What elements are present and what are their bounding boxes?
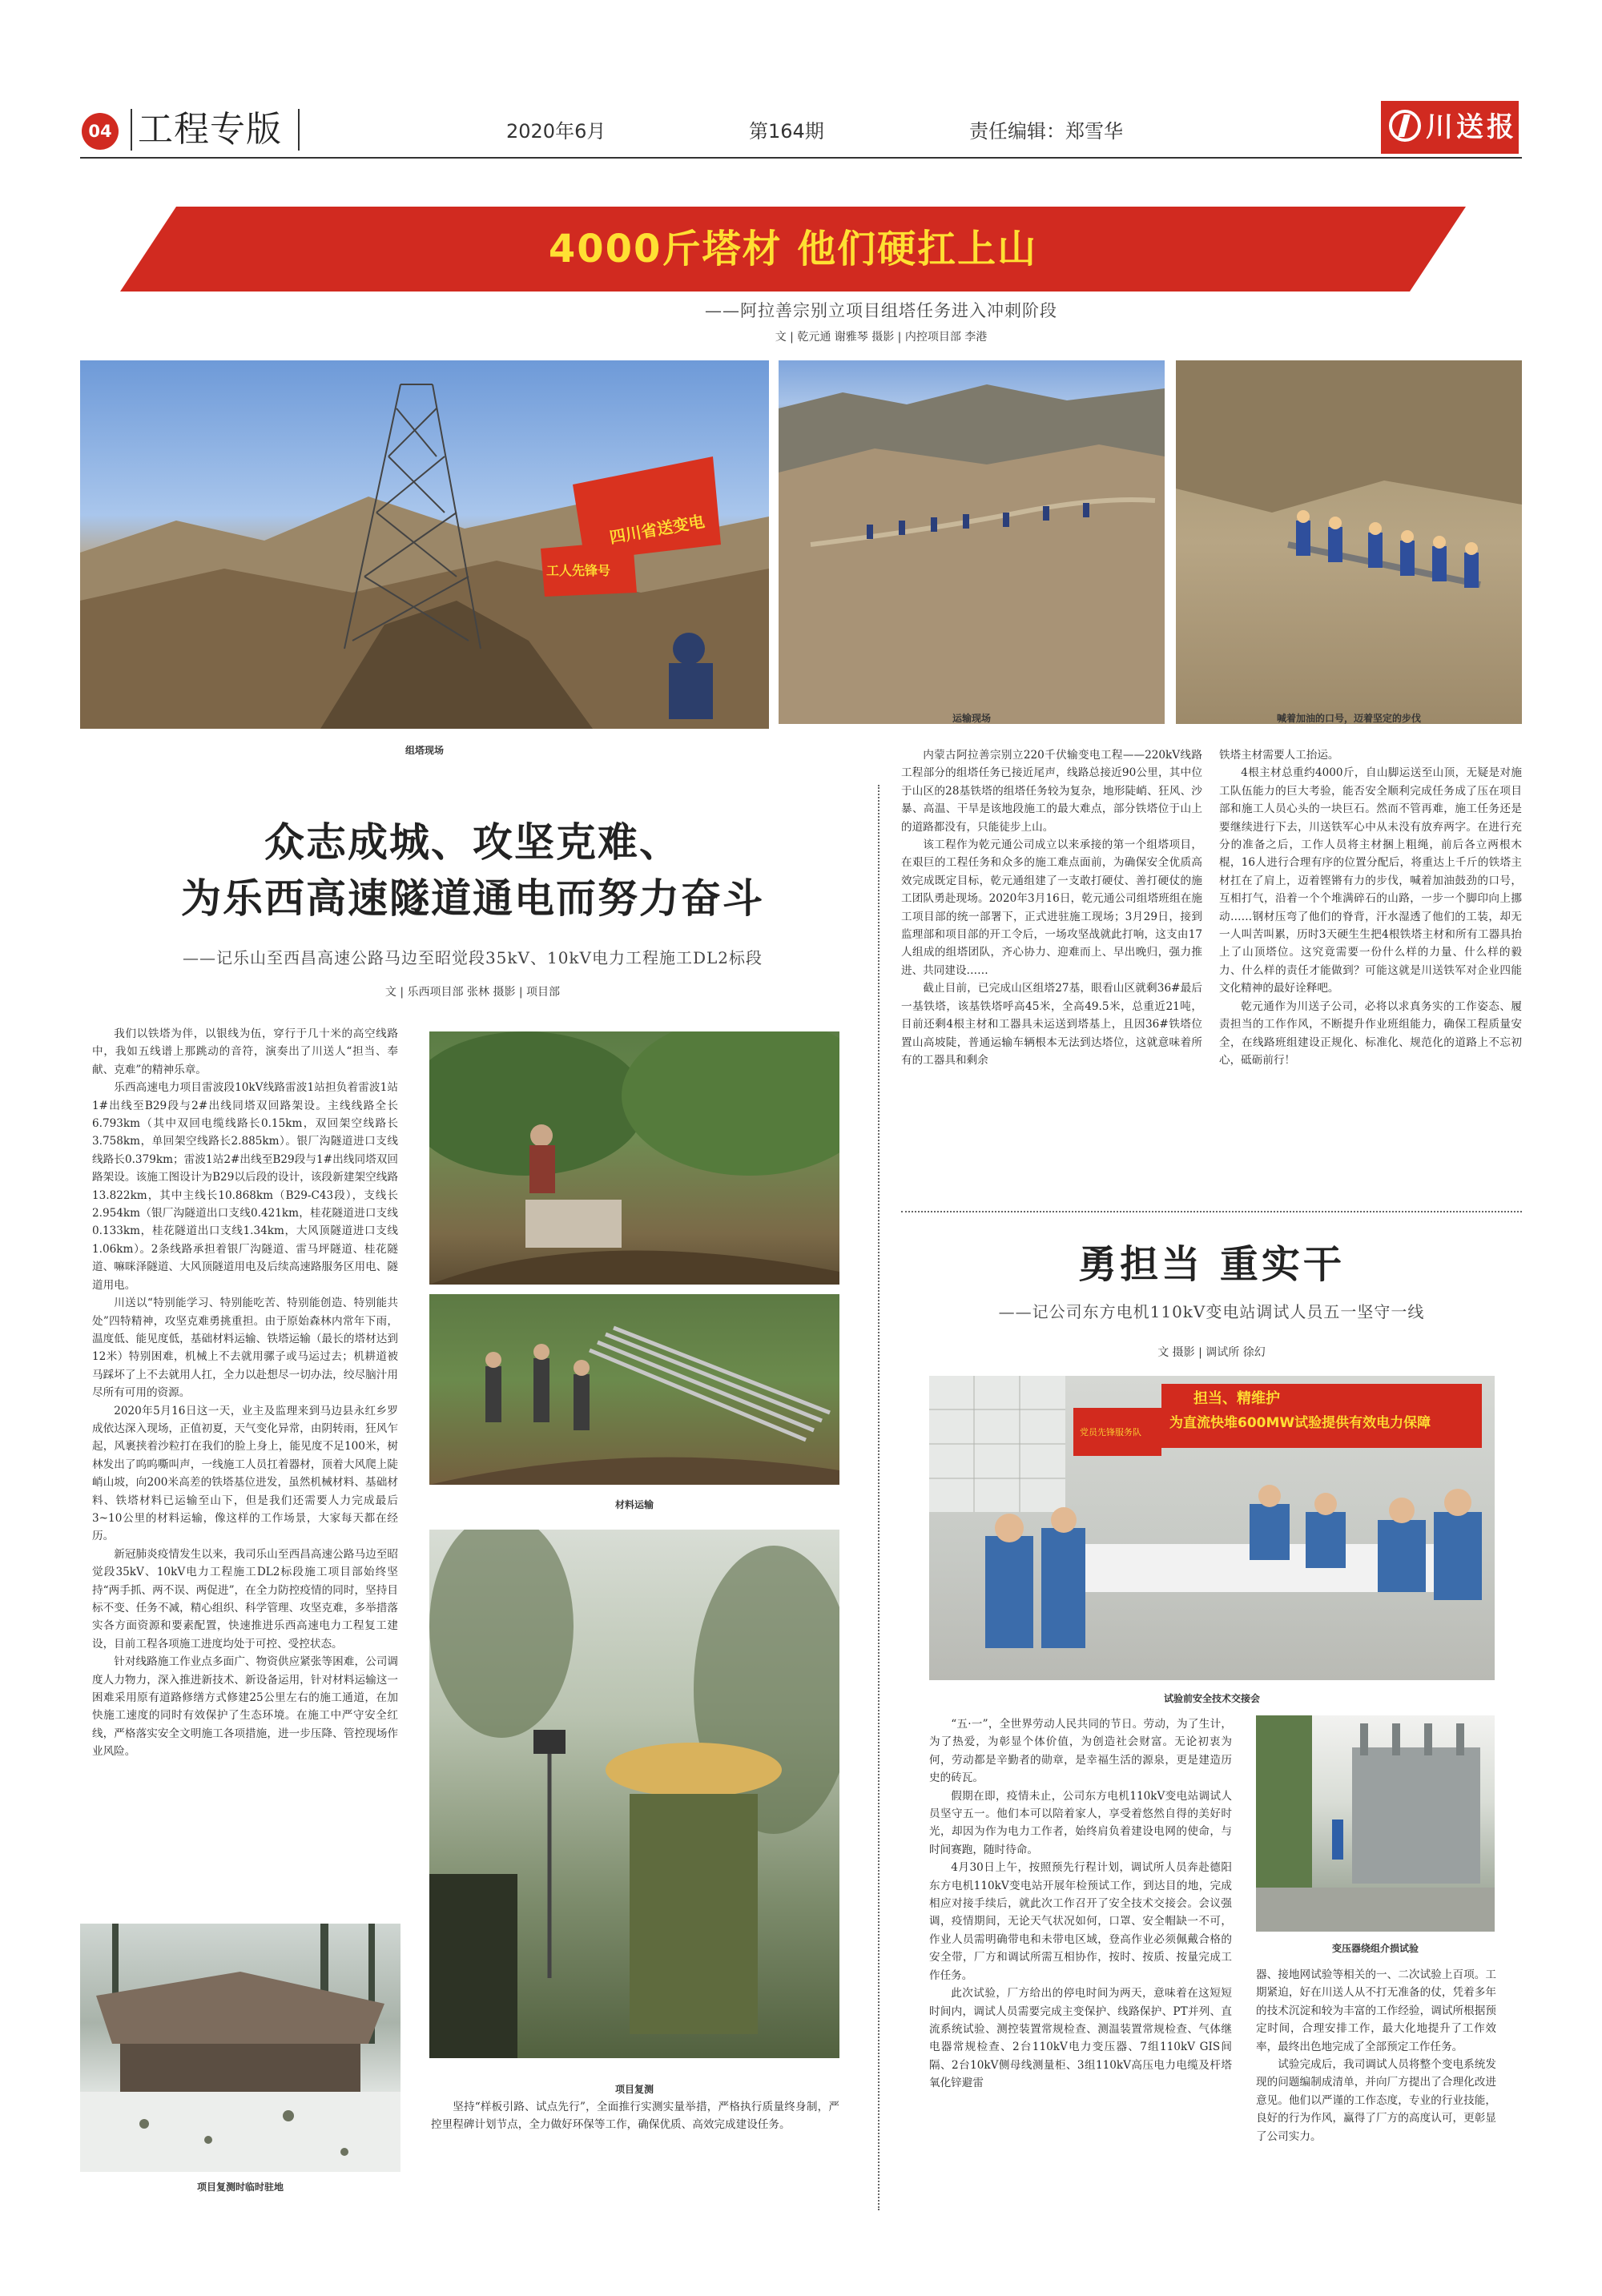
article2-title-line2: 为乐西高速隧道通电而努力奋斗 (181, 875, 764, 922)
page-number: 04 (88, 122, 112, 141)
worker-figure-icon (673, 633, 705, 665)
forest-scene-svg (429, 1031, 839, 1285)
steel-bundle-icon (590, 1328, 830, 1440)
column-divider (878, 785, 879, 2210)
tower-assembly-caption: 组塔现场 (405, 745, 444, 756)
survey-scene-svg (429, 1530, 839, 2058)
paragraph: 我们以铁塔为伴，以银线为伍，穿行于几十米的高空线路中，我如五线谱上那跳动的音符，演奏出了川送人“担当、奉献、克难”的精神乐章。 (92, 1027, 398, 1076)
paragraph: 假期在即，疫情未止，公司东方电机110kV变电站调试人员坚守五一。他们本可以陪着家人，享受着悠然自得的美好时光，却因为作为电力工作者，始终肩负着建设电网的使命，与时间赛跑，随时待命。 (929, 1789, 1232, 1856)
paragraph: 器、接地网试验等相关的一、二次试验上百项。工期紧迫，好在川送人从不打无准备的仗，凭着多年的技术沉淀和较为丰富的工作经验，调试所根据预定时间，合理安排工作，最大化地提升了工作效率，最终出色地完成了全部预定工作任务。 (1256, 1968, 1496, 2053)
article3-title: 勇担当 重实干 (1078, 1242, 1345, 1287)
article1-byline: 文 | 乾元通 谢雅琴 摄影 | 内控项目部 李港 (775, 331, 988, 344)
paragraph: 乾元通作为川送子公司，必将以求真务实的工作姿态、履责担当的工作作风，不断提升作业班组能力，确保工程质量安全，在线路班组建设正规化、标准化、规范化的道路上不忘初心，砥砺前行！ (1219, 999, 1522, 1067)
paragraph: “五·一”，全世界劳动人民共同的节日。劳动，为了生计，为了热爱，为彰显个体价值，为创造社会财富。无论初衷为何，劳动都是辛勤者的勋章，是幸福生活的源泉，更是建造历史的砖瓦。 (929, 1718, 1232, 1785)
article3-byline: 文 摄影 | 调试所 徐幻 (1157, 1346, 1266, 1359)
paragraph: 针对线路施工作业点多面广、物资供应紧张等困难，公司调度人力物力，深入推进新技术、新设备运用，针对材料运输这一困难采用原有道路修缮方式修建25公里左右的施工通道，在加快施工速度的同时有效保护了生态环境。在施工中严守安全红线，严格落实安全文明施工各项措施，进一步压降、管控现场作业风险。 (92, 1655, 398, 1759)
article1-subtitle: ——阿拉善宗别立项目组塔任务进入冲刺阶段 (705, 301, 1057, 320)
paragraph: 新冠肺炎疫情发生以来，我司乐山至西昌高速公路马边至昭觉段35kV、10kV电力工程施工DL2标段施工项目部始终坚持“两手抓、两不误、两促进”，在全力防控疫情的同时，坚持目标不变、任务不减，精心组织、科学管理、攻坚克难，多举措落实各方面资源和要素配置，快速推进乐西高速电力工程复工建设，目前工程各项施工进度均处于可控、受控状态。 (92, 1547, 398, 1651)
paragraph: 该工程作为乾元通公司成立以来承接的第一个组塔项目，在艰巨的工程任务和众多的施工难点面前，为确保安全优质高效完成既定目标，乾元通组建了一支敢打硬仗、善打硬仗的施工团队勇赴现场。2020年3月16日，乾元通公司组塔班组在施工项目部的统一部署下，正式进驻施工现场；3月29日，接到监理部和项目部的开工令后，一场攻坚战就此打响，这支由17人组成的组塔团队，齐心协力、迎难而上、早出晚归，强力推进、共同建设…… (901, 838, 1202, 977)
paragraph: 试验完成后，我司调试人员将整个变电系统发现的问题编制成清单，并向厂方提出了合理化改进意见。他们以严谨的工作态度，专业的行业技能，良好的行为作风，赢得了厂方的高度认可，更彰显了公司实力。 (1256, 2058, 1496, 2143)
article2-column-1 (92, 1025, 398, 1761)
paragraph: 4根主材总重约4000斤，自山脚运送至山顶，无疑是对施工队伍能力的巨大考验，能否安全顺利完成任务成了压在项目部和施工人员心头的一块巨石。然而不管再难，施工任务还是要继续进行下去，川送铁军心中从未没有放弃两字。在进行充分的准备之后，工作人员将主材捆上粗绳，前后各立两根木棍，16人进行合理有序的位置分配后，将重达上千斤的铁塔主材扛在了肩上，迈着铿锵有力的步伐，喊着加油鼓劲的口号，互相打气，沿着一个个堆满碎石的山路，一步一个脚印向上挪动……钢材压弯了他们的脊背，汗水湿透了他们的工装，却无一人叫苦叫累，历时3天硬生生把4根铁塔主材和所有工器具抬上了山顶塔位。这究竟需要一份什么样的力量、什么样的毅力、什么样的责任才能做到？可能这就是川送铁军对企业四能文化精神的最好诠释吧。 (1219, 766, 1522, 995)
article2-column-2 (431, 2098, 839, 2134)
paragraph: 此次试验，厂方给出的停电时间为两天，意味着在这短短时间内，调试人员需要完成主变保护、线路保护、PT并列、直流系统试验、测控装置常规检查、测温装置常规检查、气体继电器常规检查、2台110kV电力变压器、7组110kV GIS间隔、2台10kV侧母线测量柜、3组110kV高压电力电缆及杆塔氧化锌避雷 (929, 1987, 1232, 2090)
tower-scene-svg (80, 360, 769, 729)
flag-text: 四川省送变电 (608, 511, 706, 548)
straw-hat-icon (606, 1743, 782, 1797)
carrying-photo (1176, 360, 1522, 724)
section-title: 工程专版 (138, 109, 282, 150)
transformer-test-caption: 变压器绕组介损试验 (1331, 1943, 1419, 1954)
paragraph: 2020年5月16日这一天，业主及监理来到马边县永红乡罗成依达深入现场，正值初夏，天气变化异常，由阴转雨，狂风乍起，风裹挟着沙粒打在我们的脸上身上，能见度不足100米，树林发出了呜呜嘶叫声，一线施工人员扛着器材，顶着大风爬上陡峭山坡，向200米高差的铁塔基位进发，虽然机械材料、基础材料、铁塔材料已运输至山下，但是我们还需要人力完成最后3~10公里的材料运输，像这样的工作场景，大家每天都在经历。 (92, 1404, 398, 1543)
logo-text: 川送报 (1426, 111, 1517, 143)
material-transport-photo (429, 1294, 839, 1485)
article1-title: 4000斤塔材 他们硬扛上山 (548, 227, 1038, 271)
issue-number: 第164期 (749, 120, 824, 143)
survey-photo (429, 1530, 839, 2058)
steel-beam-icon (1288, 545, 1480, 585)
survey-caption: 项目复测 (614, 2084, 654, 2095)
article2-subtitle: ——记乐山至西昌高速公路马边至昭觉段35kV、10kV电力工程施工DL2标段 (182, 948, 763, 967)
section-divider-right (298, 109, 300, 151)
article1-column-2 (1219, 746, 1522, 1069)
transformer-icon (1352, 1747, 1480, 1884)
flag2-text: 工人先锋号 (546, 563, 611, 578)
article3-column-1 (929, 1715, 1232, 2093)
masthead-rule (80, 157, 1522, 159)
paragraph: 川送以“特别能学习、特别能吃苦、特别能创造、特别能共处”四特精神，攻坚克难勇挑重担。由于原始森林内常年下雨，温度低、能见度低，基础材料运输、铁塔运输（最长的塔材达到12米）特别困难，机械上不去就用骡子或马运过去；机耕道被马踩坏了上不去就用人扛，全力以赴想尽一切办法，绞尽脑汁用尽所有可用的资源。 (92, 1297, 398, 1400)
tent-icon (96, 1972, 384, 2044)
banner-top-text: 担当、精维护 (1193, 1390, 1280, 1407)
responsible-editor: 责任编辑：郑雪华 (969, 120, 1123, 143)
transport-scene-svg (779, 360, 1165, 724)
crate-icon (525, 1200, 622, 1248)
banner-main-text: 为直流快堆600MW试验提供有效电力保障 (1169, 1415, 1431, 1431)
paragraph: 内蒙古阿拉善宗别立220千伏输变电工程——220kV线路工程部分的组塔任务已接近尾声，线路总接近90公里，其中位于山区的28基铁塔的组塔任务较为复杂，地形陡峭、狂风、沙暴、高温、干旱是该地段施工的最大难点，部分铁塔位于山上的道路都没有，只能徒步上山。 (901, 749, 1202, 834)
meeting-photo (929, 1376, 1495, 1680)
transformer-test-photo (1256, 1715, 1495, 1932)
tower-assembly-photo (80, 360, 769, 729)
meeting-caption: 试验前安全技术交接会 (1163, 1693, 1260, 1704)
article3-column-2 (1256, 1966, 1496, 2145)
issue-date: 2020年6月 (506, 120, 606, 143)
forest-path-photo (429, 1031, 839, 1285)
worker-figure-icon (1332, 1820, 1343, 1860)
camp-photo (80, 1924, 400, 2172)
carrying-scene-svg (1176, 360, 1522, 724)
paragraph: 坚持“样板引路、试点先行”，全面推行实测实量举措，严格执行质量终身制，严控里程碑计划节点，全力做好环保等工作，确保优质、高效完成建设任务。 (431, 2101, 839, 2132)
newspaper-logo (1381, 101, 1519, 154)
paragraph: 4月30日上午，按照预先行程计划，调试所人员奔赴德阳东方电机110kV变电站开展年检预试工作，到达目的地，完成相应对接手续后，就此次工作召开了安全技术交接会。会议强调，疫情期间，无论天气状况如何，口罩、安全帽缺一不可，作业人员需明确带电和未带电区域，登高作业必须佩戴合格的安全带，厂方和调试所需互相协作，按时、按质、按量完成工作任务。 (929, 1861, 1232, 1982)
section-divider (901, 1211, 1522, 1212)
worker-camouflage (630, 1794, 758, 2034)
camp-caption: 项目复测时临时驻地 (196, 2181, 284, 2193)
article2-byline: 文 | 乐西项目部 张林 摄影 | 项目部 (384, 986, 561, 999)
transport-caption: 运输现场 (952, 713, 991, 724)
transport-photo (779, 360, 1165, 724)
banner-left-text: 党员先锋服务队 (1080, 1427, 1141, 1438)
section-divider-left (131, 109, 132, 151)
transformer-scene-svg (1256, 1715, 1495, 1932)
material-scene-svg (429, 1294, 839, 1485)
worker-figure-icon (530, 1124, 553, 1147)
article1-column-1 (901, 746, 1202, 1069)
paragraph: 乐西高速电力项目雷波段10kV线路雷波1站担负着雷波1站1#出线至B29段与2#出线同塔双回路架设。主线线路全长6.793km（其中双回电缆线路长0.15km，双回架空线路长3.758km，单回架空线路长2.885km）。银厂沟隧道进口支线线路长0.379km；雷波1站2#出线至B29段与1#出线同塔双回路架设。该施工图设计为B29以后段的设计，该段新建架空线路13.822km，其中主线长10.868km（B29-C43段），支线长2.954km（银厂沟隧道出口支线0.421km，桂花隧道进口支线0.133km，桂花隧道出口支线1.34km，大风顶隧道进口支线1.06km）。2条线路承担着银厂沟隧道、雷马坪隧道、桂花隧道、嘛咪泽隧道、大风顶隧道用电及后续高速路服务区用电、隧道用电。 (92, 1081, 398, 1292)
article2-title-line1: 众志成城、攻坚克难、 (264, 819, 681, 866)
material-transport-caption: 材料运输 (614, 1499, 654, 1510)
article3-subtitle: ——记公司东方电机110kV变电站调试人员五一坚守一线 (998, 1302, 1425, 1321)
camp-scene-svg (80, 1924, 400, 2172)
paragraph: 铁塔主材需要人工抬运。 (1219, 749, 1339, 762)
carrying-caption: 喊着加油的口号，迈着坚定的步伐 (1276, 713, 1421, 724)
paragraph: 截止目前，已完成山区组塔27基，眼看山区就剩36#最后一基铁塔，该基铁塔呼高45米，全高49.5米，总重近21吨，目前还剩4根主材和工器具未运送到塔基上，且因36#铁塔位置山高坡陡，普通运输车辆根本无法到达塔位，这就意味着所有的工器具和剩余 (901, 982, 1202, 1067)
